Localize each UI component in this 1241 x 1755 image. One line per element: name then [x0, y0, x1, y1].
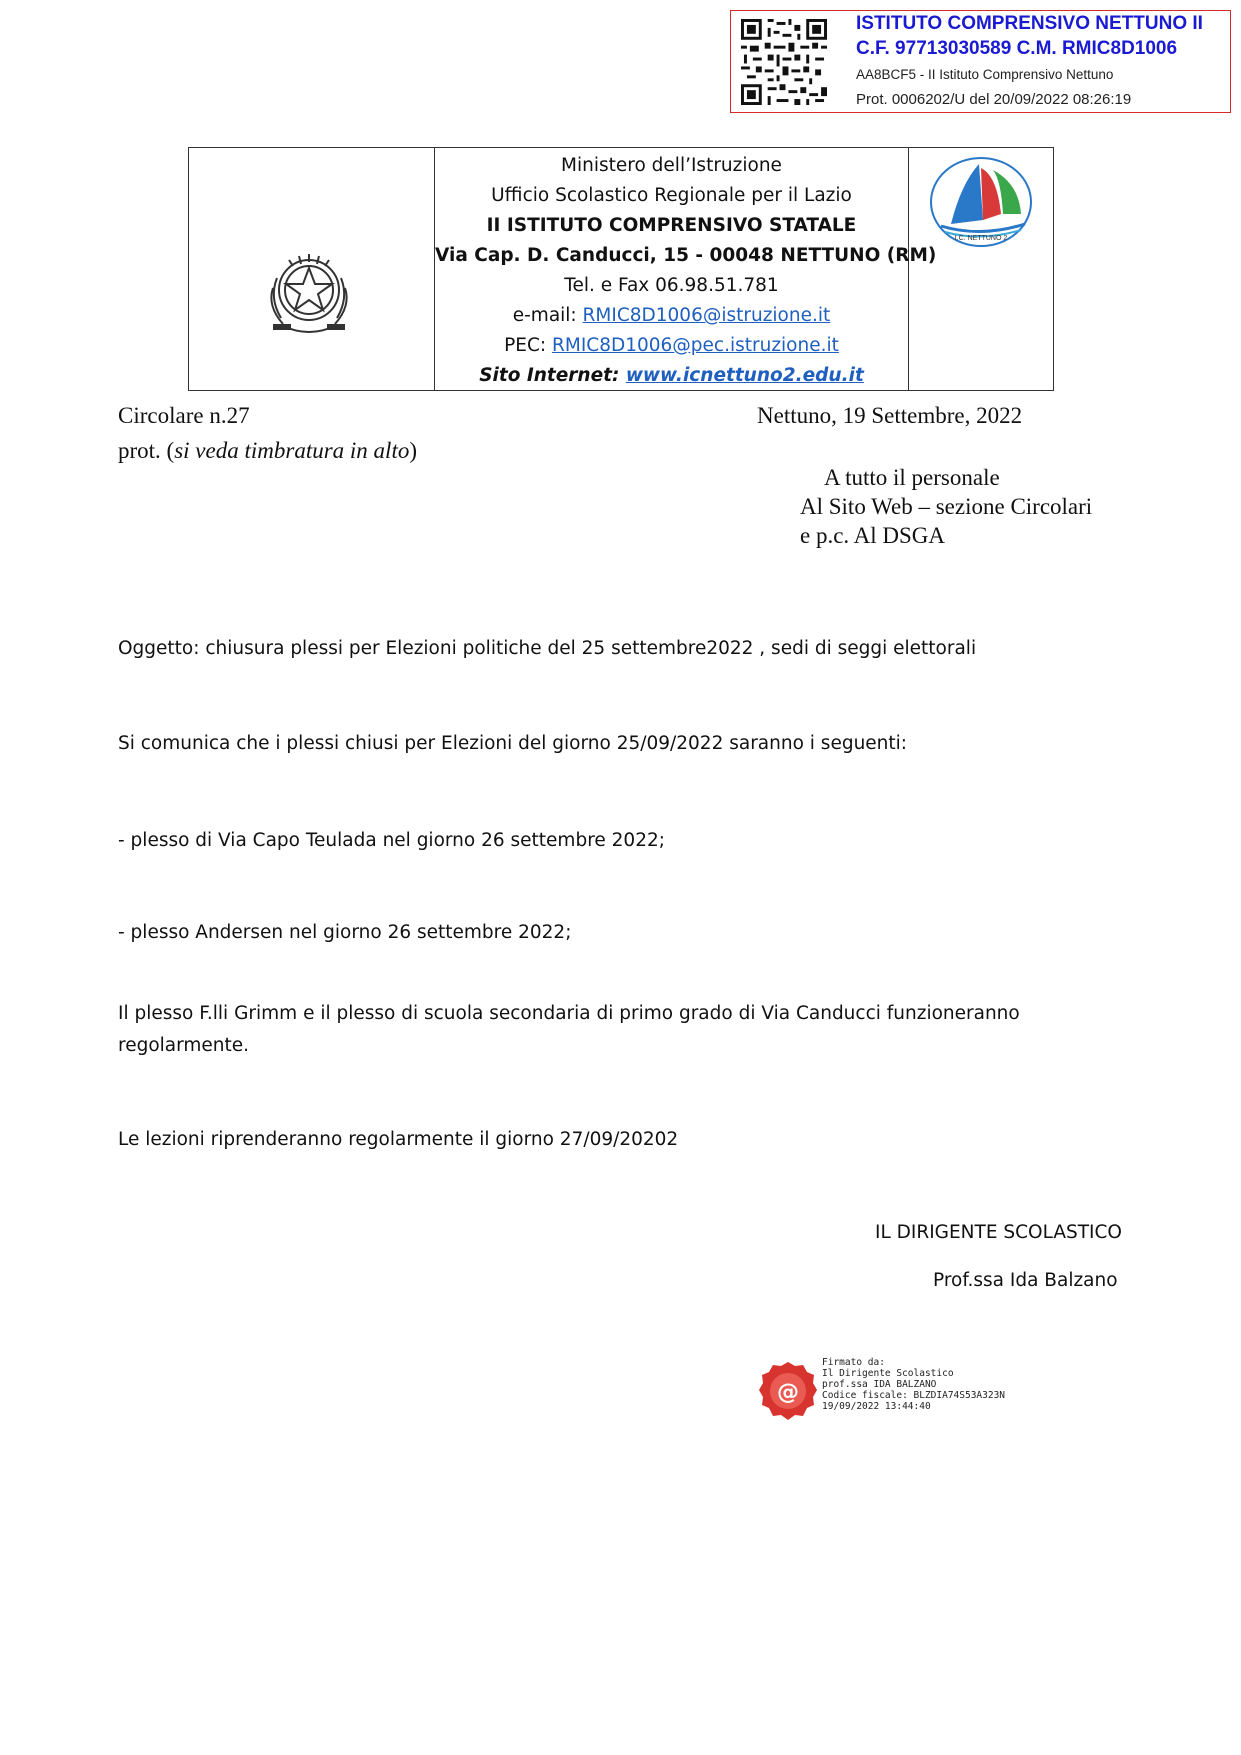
- digital-signature-info: [822, 1357, 1005, 1412]
- signature-line: Firmato da:: [822, 1357, 885, 1368]
- school-logo-text: I.C. NETTUNO 2: [954, 235, 1008, 242]
- signature-line: 19/09/2022 13:44:40: [822, 1401, 931, 1412]
- italian-republic-emblem-icon: [259, 248, 359, 340]
- prot-note: si veda timbratura in alto: [174, 438, 410, 463]
- paragraph-lessons: Le lezioni riprenderanno regolarmente il giorno 27/09/20202: [118, 1129, 679, 1150]
- pec-label: PEC:: [504, 335, 552, 356]
- circular-number: Circolare n.27: [118, 403, 250, 428]
- protocol-reference: [118, 438, 417, 464]
- recipient-staff: A tutto il personale: [824, 465, 1000, 490]
- stamp-institute: ISTITUTO COMPRENSIVO NETTUNO II: [856, 13, 1203, 34]
- list-item: - plesso di Via Capo Teulada nel giorno 26 settembre 2022;: [118, 830, 665, 851]
- ministry-name: Ministero dell’Istruzione: [561, 155, 782, 176]
- school-logo-icon: [921, 154, 1045, 250]
- list-item: - plesso Andersen nel giorno 26 settembre 2022;: [118, 922, 572, 943]
- subject-line: Oggetto: chiusura plessi per Elezioni politiche del 25 settembre2022 , sedi di seggi elettorali: [118, 638, 977, 659]
- paragraph-grimm-cont: regolarmente.: [118, 1035, 250, 1056]
- website-label: Sito Internet:: [479, 365, 626, 386]
- stamp-aoo: AA8BCF5 - II Istituto Comprensivo Nettuno: [856, 67, 1114, 82]
- regional-office: Ufficio Scolastico Regionale per il Lazio: [491, 185, 852, 206]
- signature-line: prof.ssa IDA BALZANO: [822, 1379, 937, 1390]
- prot-suffix: ): [409, 438, 418, 463]
- paragraph-grimm: Il plesso F.lli Grimm e il plesso di scuola secondaria di primo grado di Via Canducci funzioneranno: [118, 1003, 1020, 1024]
- pec-row: [435, 331, 908, 361]
- letterhead-logo-cell: [909, 148, 1053, 390]
- qr-code-icon: [741, 19, 827, 105]
- signature-line: Codice fiscale: BLZDIA74S53A323N: [822, 1390, 1006, 1401]
- signature-role: IL DIRIGENTE SCOLASTICO: [875, 1222, 1122, 1243]
- email-label: e-mail:: [512, 305, 583, 326]
- stamp-protocol-number: Prot. 0006202/U del 20/09/2022 08:26:19: [856, 91, 1132, 108]
- wax-seal-icon: [757, 1360, 819, 1422]
- svg-text:@: @: [777, 1380, 799, 1405]
- protocol-stamp: [730, 10, 1231, 113]
- stamp-codes: C.F. 97713030589 C.M. RMIC8D1006: [856, 38, 1178, 59]
- letterhead: [188, 147, 1054, 391]
- phone-fax: Tel. e Fax 06.98.51.781: [564, 275, 779, 296]
- recipient-dsga: e p.c. Al DSGA: [800, 523, 946, 548]
- document-date: Nettuno, 19 Settembre, 2022: [757, 403, 1023, 428]
- prot-prefix: prot. (: [118, 438, 175, 463]
- email-row: [435, 301, 908, 331]
- website-row: [435, 361, 908, 391]
- letterhead-emblem-cell: [189, 148, 435, 390]
- email-link[interactable]: RMIC8D1006@istruzione.it: [582, 305, 831, 326]
- pec-link[interactable]: RMIC8D1006@pec.istruzione.it: [552, 335, 839, 356]
- signature-name: Prof.ssa Ida Balzano: [933, 1270, 1118, 1291]
- recipient-website: Al Sito Web – sezione Circolari: [800, 494, 1093, 519]
- school-name: II ISTITUTO COMPRENSIVO STATALE: [486, 215, 857, 236]
- website-link[interactable]: www.icnettuno2.edu.it: [625, 365, 864, 386]
- signature-line: Il Dirigente Scolastico: [822, 1368, 954, 1379]
- letterhead-text-cell: [435, 148, 937, 390]
- intro-paragraph: Si comunica che i plessi chiusi per Elezioni del giorno 25/09/2022 saranno i seguenti:: [118, 733, 908, 754]
- school-address: Via Cap. D. Canducci, 15 - 00048 NETTUNO (RM): [435, 245, 937, 266]
